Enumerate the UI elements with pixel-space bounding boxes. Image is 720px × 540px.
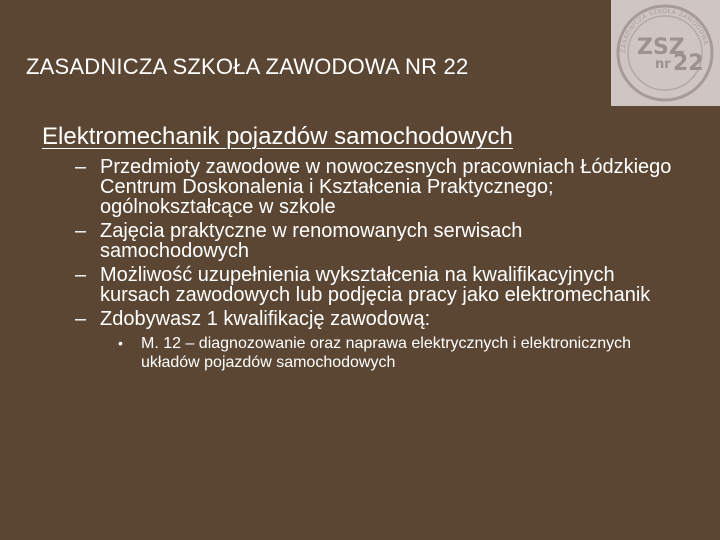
list-item-text: Przedmioty zawodowe w nowoczesnych pracowniach Łódzkiego Centrum Doskonalenia i Kształcenia Praktycznego; ogólnokształcące w szkole [100,156,672,218]
page-title: ZASADNICZA SZKOŁA ZAWODOWA NR 22 [26,54,469,79]
list-item-text: Zdobywasz 1 kwalifikację zawodową: [100,308,431,330]
school-logo [611,0,720,106]
sub-list-item [108,334,675,372]
dash-marker: – [75,156,87,178]
logo-sub-text: nr [655,57,671,72]
sub-list-item-text: M. 12 – diagnozowanie oraz naprawa elektrycznych i elektronicznych układów pojazdów samochodowych [141,335,632,371]
list-item [75,265,675,305]
sub-bullet-list [100,334,675,372]
list-item [75,157,675,217]
dash-marker: – [75,220,87,242]
dash-marker: – [75,308,87,330]
bullet-dot-marker: • [118,335,123,351]
list-item [75,309,675,372]
list-item [75,221,675,261]
bullet-list [75,157,675,376]
section-heading: Elektromechanik pojazdów samochodowych [42,123,513,150]
logo-ring-text: ZASADNICZA SZKOŁA ZAWODOWA [619,7,710,54]
dash-marker: – [75,264,87,286]
list-item-text: Zajęcia praktyczne w renomowanych serwisach samochodowych [100,220,523,262]
list-item-text: Możliwość uzupełnienia wykształcenia na kwalifikacyjnych kursach zawodowych lub podjęcia pracy jako elektromechanik [100,264,651,306]
logo-num-text: 22 [673,51,704,76]
logo-main-text: ZSZ [637,35,685,60]
zsz-nr22-logo-icon [611,0,720,106]
